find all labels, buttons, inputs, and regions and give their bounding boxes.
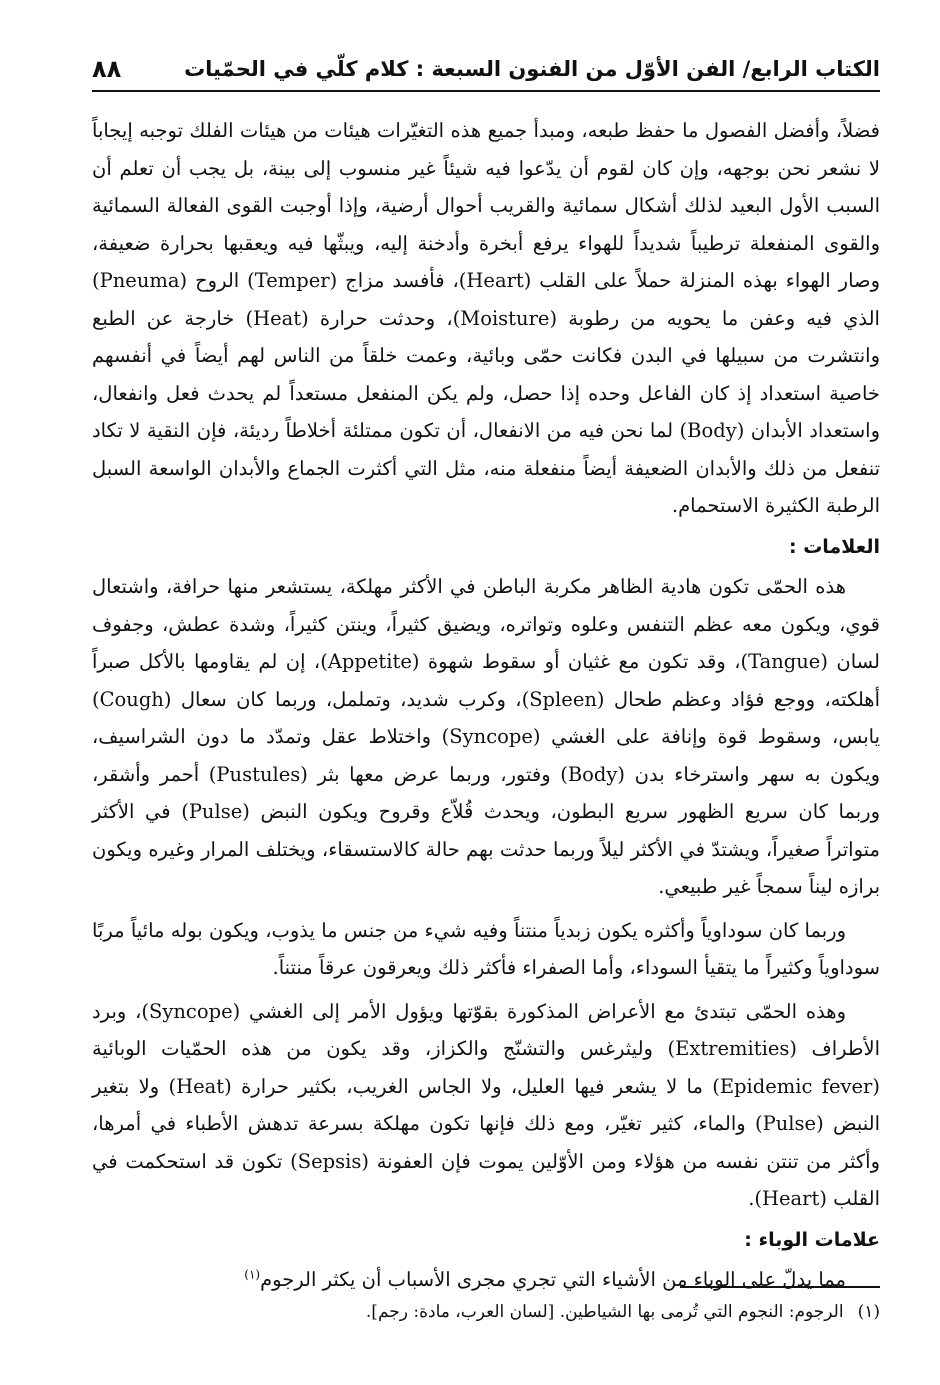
footnote-text: الرجوم: النجوم التي تُرمى بها الشياطين. [لسان العرب، مادة: رجم]. <box>365 1302 844 1322</box>
paragraph-5 <box>92 1261 880 1299</box>
section-heading-epidemic-signs: علامات الوباء : <box>744 1228 880 1251</box>
footnote <box>92 1298 880 1326</box>
paragraph-4: وهذه الحمّى تبتدئ مع الأعراض المذكورة بقوّتها ويؤول الأمر إلى الغشي (Syncope)، وبرد الأطراف (Extremities) وليثرغس والتشنّج والكزاز، وقد يكون من هذه الحمّيات الوبائية (Epidemic fever) ما لا يشعر فيها العليل، ولا الجاس الغريب، بكثير حرارة (Heat) ولا بتغير النبض (Pulse) والماء، كثير تغيّر، ومع ذلك فإنها تكون مهلكة بسرعة تدهش الأطباء في أمرها، وأكثر من تنتن نفسه من هؤلاء ومن الأوّلين يموت فإن العفونة (Sepsis) تكون قد استحكمت في القلب (Heart). <box>92 999 881 1210</box>
header-title: الكتاب الرابع/ الفن الأوّل من الفنون السبعة : كلام كلّي في الحمّيات <box>184 57 880 81</box>
paragraph-2: هذه الحمّى تكون هادية الظاهر مكربة الباطن في الأكثر مهلكة، يستشعر منها حرافة، واشتعال قوي، ويكون معه عظم التنفس وعلوه وتواتره، ويضيق كثيراً، وينتن كثيراً، وشدة عطش، وجفوف لسان (Tangue)، وقد تكون مع غثيان أو سقوط شهوة (Appetite)، إن لم يقاومها بالأكل صبراً أهلكته، ووجع فؤاد وعظم طحال (Spleen)، وكرب شديد، وتململ، وربما كان سعال (Cough) يابس، وسقوط قوة وإنافة على الغشي (Syncope) واختلاط عقل وتمدّد ما دون الشراسيف، ويكون به سهر واسترخاء بدن (Body) وفتور، وربما عرض معها بثر (Pustules) أحمر وأشقر، وربما كان سريع الظهور سريع البطون، ويحدث قُلاّع وقروح ويكون النبض (Pulse) في الأكثر متواتراً صغيراً، ويشتدّ في الأكثر ليلاً وربما حدثت بهم حالة كالاستسقاء، ويختلف المرار وغيره ويكون برازه ليناً سمجاً غير طبيعي. <box>92 575 881 898</box>
footnote-number: (١) <box>857 1302 880 1322</box>
footnote-reference[interactable]: (١) <box>244 1267 261 1282</box>
footnote-divider <box>680 1286 880 1288</box>
paragraph-3: وربما كان سوداوياً وأكثره يكون زبدياً منتناً وفيه شيء من جنس ما يذوب، ويكون بوله مائياً مربًا سوداوياً وكثيراً ما يتقيأ السوداء، وأما الصفراء فأكثر ذلك ويعرقون عرقاً منتناً. <box>92 918 880 979</box>
section-heading-signs: العلامات : <box>788 535 880 558</box>
page-body <box>92 112 880 1299</box>
page-number: ٨٨ <box>92 55 122 83</box>
paragraph-1: فضلاً، وأفضل الفصول ما حفظ طبعه، ومبدأ جميع هذه التغيّرات هيئات من هيئات الفلك توجبه إيجاباً لا نشعر نحن بوجهه، وإن كان لقوم أن يدّعوا فيه شيئاً غير منسوب إلى بينة، بل يجب أن تعلم أن السبب الأول البعيد لذلك أشكال سمائية والقريب أحوال أرضية، وإذا أوجبت القوى الفعالة السمائية والقوى المنفعلة ترطيباً شديداً للهواء يرفع أبخرة وأدخنة إليه، ويبثّها فيه ويعقبها بحرارة ضعيفة، وصار الهواء بهذه المنزلة حملاً على القلب (Heart)، فأفسد مزاج (Temper) الروح (Pneuma) الذي فيه وعفن ما يحويه من رطوبة (Moisture)، وحدثت حرارة (Heat) خارجة عن الطبع وانتشرت من سبيلها في البدن فكانت حمّى وبائية، وعمت خلقاً من الناس لهم أيضاً في أنفسهم خاصية استعداد إذ كان الفاعل وحده إذا حصل، ولم يكن المنفعل مستعداً لم يحدث فعل وانفعال، واستعداد الأبدان (Body) لما نحن فيه من الانفعال، أن تكون ممتلئة أخلاطاً رديئة، فإن النقية لا تكاد تنفعل من ذلك والأبدان الضعيفة أيضاً منفعلة منه، مثل التي أكثرت الجماع والأبدان الواسعة السبل الرطبة الكثيرة الاستحمام. <box>92 119 881 517</box>
paragraph-5-text: مما يدلّ على الوباء من الأشياء التي تجري مجرى الأسباب أن يكثر الرجوم <box>260 1268 846 1291</box>
running-header <box>92 52 880 92</box>
